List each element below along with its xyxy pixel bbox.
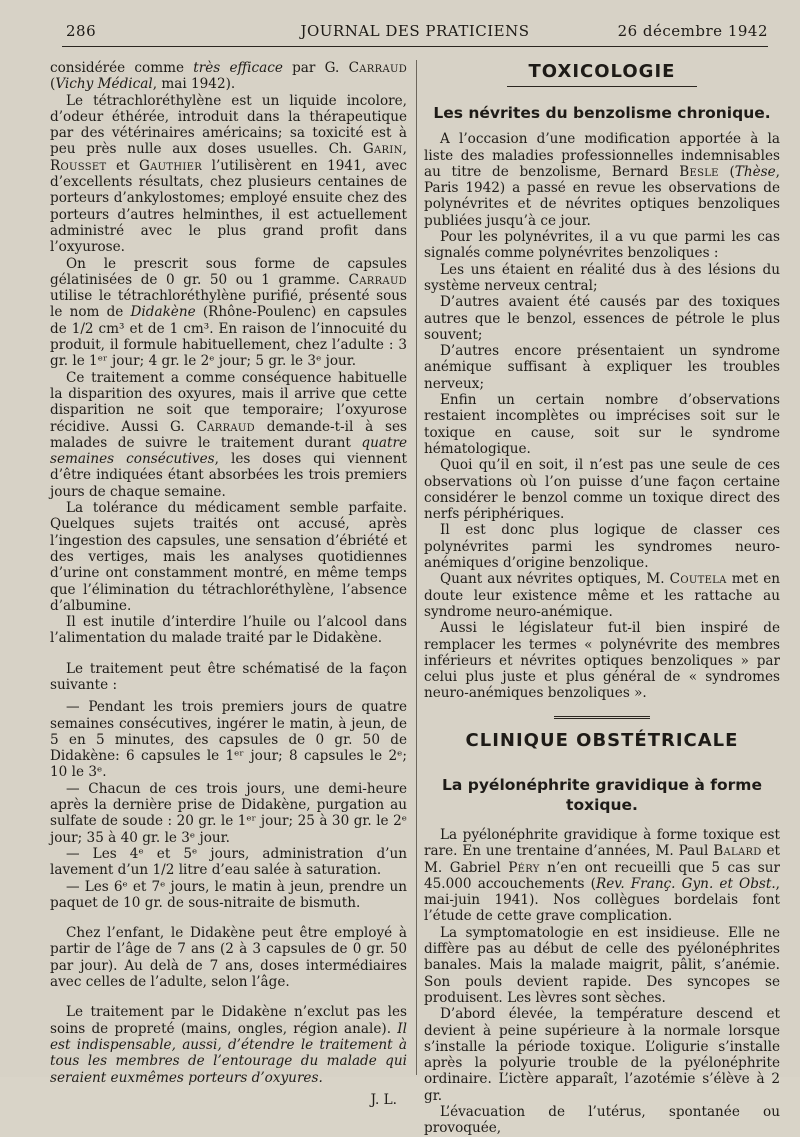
paragraph: Le traitement par le Didakène n’exclut pas les soins de propreté (mains, ongles, région anale). Il est indispensable, aussi, d’étendre le traitement à tous les membres de l’entourage du malade qui seraient euxmêmes porteurs d’oxyures. <box>50 1004 407 1086</box>
paragraph: Aussi le législateur fut-il bien inspiré de remplacer les termes « polynévrite des membres inférieurs et névrites optiques benzoliques » par celui plus juste et plus général de « syndromes neuro-anémiques benzoliques ». <box>424 620 780 702</box>
journal-title: JOURNAL DES PRATICIENS <box>300 22 530 40</box>
paragraph: La tolérance du médicament semble parfaite. Quelques sujets traités ont accusé, après l’ingestion des capsules, une sensation d’ébriété et des vertiges, mais les analyses quotidiennes d’urine ont constamment montré, en même temps que l’élimination du tétrachloréthylène, l’absence d’albumine. <box>50 500 407 614</box>
paragraph: Il est inutile d’interdire l’huile ou l’alcool dans l’alimentation du malade traité par le Didakène. <box>50 614 407 647</box>
author-signature: J. L. <box>370 1091 397 1108</box>
paragraph: La symptomatologie en est insidieuse. Elle ne diffère pas au début de celle des pyélonéphrites banales. Mais la malade maigrit, pâlit, s’anémie. Son pouls devient rapide. Des syncopes se produisent. Les lèvres sont sèches. <box>424 924 780 1006</box>
column-divider <box>416 60 417 1075</box>
paragraph: Pour les polynévrites, il a vu que parmi les cas signalés comme polynévrites benzoliques : <box>424 229 780 262</box>
treatment-step: — Pendant les trois premiers jours de quatre semaines consécutives, ingérer le matin, à jeun, de 5 en 5 minutes, des capsules de 0 gr. 50 de Didakène: 6 capsules le 1ᵉʳ jour; 8 capsules le 2ᵉ; 10 le 3ᵉ. <box>50 699 407 781</box>
section-heading-toxicologie: TOXICOLOGIE <box>528 61 676 82</box>
paragraph: Les uns étaient en réalité dus à des lésions du système nerveux central; <box>424 261 780 294</box>
paragraph: Le traitement peut être schématisé de la façon suivante : <box>50 660 407 693</box>
paragraph: Ce traitement a comme conséquence habituelle la disparition des oxyures, mais il arrive que cette disparition ne soit que temporaire; l’oxyurose récidive. Aussi G. Carraud demande-t-il à ses malades de suivre le traitement durant quatre semaines consécutives, les doses qui viennent d’être indiquées étant absorbées les trois premiers jours de chaque semaine. <box>50 369 407 500</box>
paragraph: Enfin un certain nombre d’observations restaient incomplètes ou imprécises soit sur le toxique en cause, soit sur le syndrome hématologique. <box>424 392 780 457</box>
paragraph: La pyélonéphrite gravidique à forme toxique est rare. En une trentaine d’années, M. Paul Balard et M. Gabriel Péry n’en ont recueilli que 5 cas sur 45.000 accouchements (Rev. Franç. Gyn. et Obst., mai-juin 1941). Nos collègues bordelais font l’étude de cette grave complication. <box>424 826 780 925</box>
paragraph: L’évacuation de l’utérus, spontanée ou provoquée, <box>424 1104 780 1137</box>
section-heading-clinique-obstetricale: CLINIQUE OBSTÉTRICALE <box>465 729 739 751</box>
paragraph: D’autres avaient été causés par des toxiques autres que le benzol, essences de pétrole le plus souvent; <box>424 294 780 343</box>
paragraph: Il est donc plus logique de classer ces polynévrites parmi les syndromes neuro-anémiques d’origine benzolique. <box>424 522 780 572</box>
paragraph: considérée comme très efficace par G. Carraud (Vichy Médical, mai 1942). <box>50 60 408 93</box>
treatment-step: — Les 4ᵉ et 5ᵉ jours, administration d’un lavement d’un 1/2 litre d’eau salée à saturation. <box>50 845 407 879</box>
page-number: 286 <box>66 22 97 40</box>
paragraph: Quant aux névrites optiques, M. Coutela met en doute leur existence même et les rattache au syndrome neuro-anémique. <box>424 571 780 620</box>
paragraph: Le tétrachloréthylène est un liquide incolore, d’odeur éthérée, introduit dans la thérapeutique par des vétérinaires américains; sa toxicité est à peu près nulle aux doses usuelles. Ch. Garin, Rousset et Gauthier l’utilisèrent en 1941, avec d’excellents résultats, chez plusieurs centaines de porteurs d’ankylostomes; employé ensuite chez des porteurs d’autres helminthes, il est actuellement administré avec le plus grand profit dans l’oxyurose. <box>50 92 407 256</box>
article-title: Les névrites du benzolisme chronique. <box>433 104 771 123</box>
page-header <box>62 22 768 44</box>
paragraph: On le prescrit sous forme de capsules gélatinisées de 0 gr. 50 ou 1 gramme. Carraud utilise le tétrachloréthylène purifié, présenté sous le nom de Didakène (Rhône-Poulenc) en capsules de 1/2 cm³ et de 1 cm³. En raison de l’innocuité du produit, il formule habituellement, chez l’adulte : 3 gr. le 1ᵉʳ jour; 4 gr. le 2ᵉ jour; 5 gr. le 3ᵉ jour. <box>50 255 407 370</box>
treatment-step: — Chacun de ces trois jours, une demi-heure après la dernière prise de Didakène, purgation au sulfate de soude : 20 gr. le 1ᵉʳ jour; 25 à 30 gr. le 2ᵉ jour; 35 à 40 gr. le 3ᵉ jour. <box>50 780 407 846</box>
paragraph: D’abord élevée, la température descend et devient à peine supérieure à la normale lorsque s’installe la période toxique. L’oligurie s’installe après la polyurie trouble de la pyélonéphrite ordinaire. L’ictère apparaît, l’azotémie s’élève à 2 gr. <box>424 1006 780 1104</box>
treatment-step: — Les 6ᵉ et 7ᵉ jours, le matin à jeun, prendre un paquet de 10 gr. de sous-nitraite de bismuth. <box>50 878 407 911</box>
section-separator <box>554 716 650 719</box>
issue-date: 26 décembre 1942 <box>617 22 768 40</box>
paragraph: A l’occasion d’une modification apportée à la liste des maladies professionnelles indemnisables au titre de benzolisme, Bernard Besle (Thèse, Paris 1942) a passé en revue les observations de polynévrites et de névrites optiques benzoliques publiées jusqu’à ce jour. <box>424 131 780 229</box>
paragraph: Chez l’enfant, le Didakène peut être employé à partir de l’âge de 7 ans (2 à 3 capsules de 0 gr. 50 par jour). Au delà de 7 ans, doses intermédiaires avec celles de l’adulte, selon l’âge. <box>50 925 407 991</box>
article-title: La pyélonéphrite gravidique à forme toxique. <box>442 775 762 814</box>
paragraph: Quoi qu’il en soit, il n’est pas une seule de ces observations où l’on puisse d’une façon certaine considérer le benzol comme un toxique direct des nerfs périphériques. <box>424 457 780 523</box>
right-column <box>424 60 780 1137</box>
left-column <box>50 60 407 1108</box>
header-rule <box>62 46 768 47</box>
section-rule <box>507 86 697 87</box>
paragraph: D’autres encore présentaient un syndrome anémique suffisant à expliquer les troubles nerveux; <box>424 343 780 392</box>
